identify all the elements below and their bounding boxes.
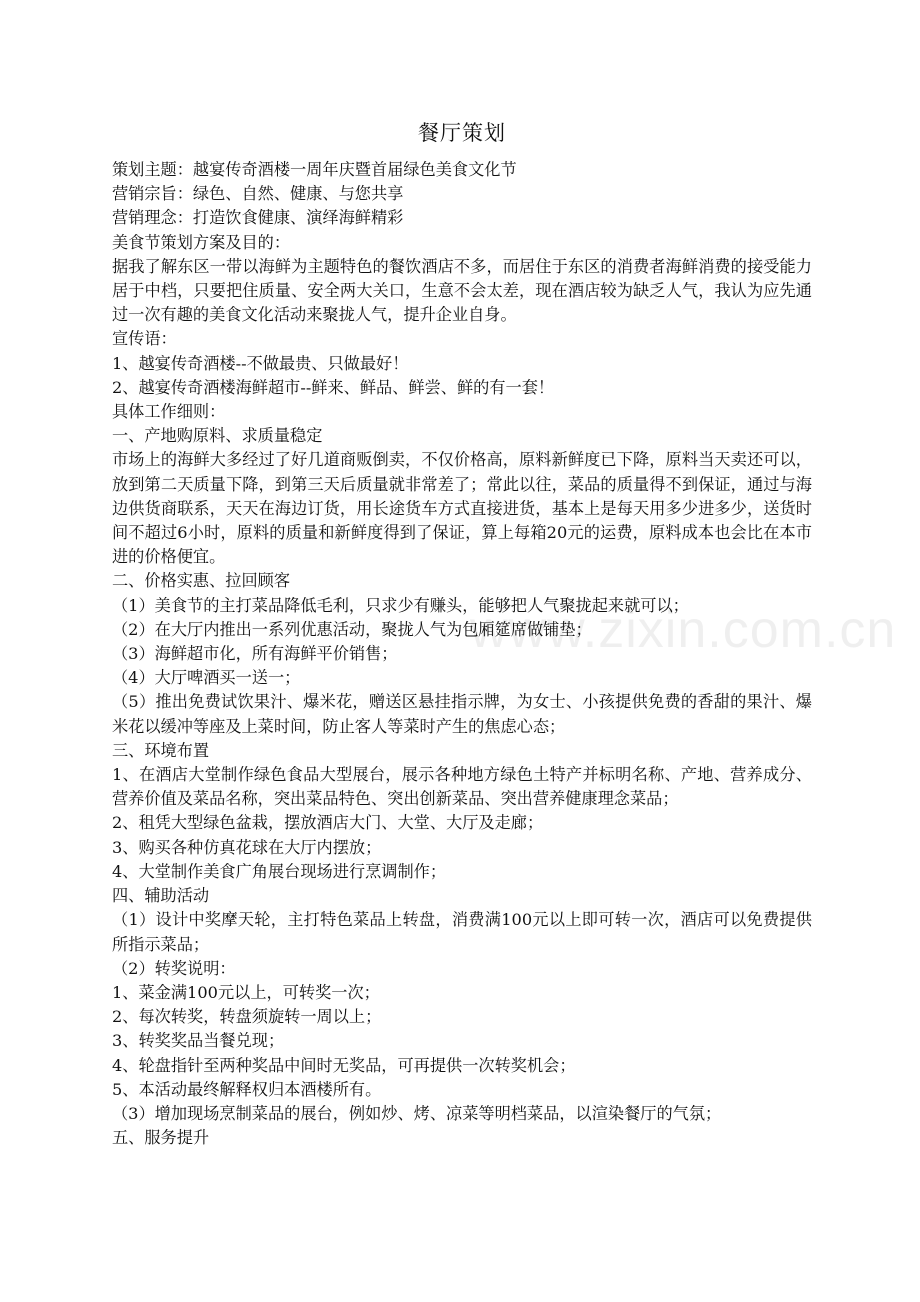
- section-heading-4: 四、辅助活动: [112, 886, 210, 906]
- document-body: [112, 118, 812, 1150]
- list-item: （5）推出免费试饮果汁、爆米花，赠送区悬挂指示牌，为女士、小孩提供免费的香甜的果汁、爆米花以缓冲等座及上菜时间，防止客人等菜时产生的焦虑心态；: [112, 692, 812, 736]
- section-heading-5: 五、服务提升: [112, 1128, 210, 1148]
- list-item: （3）增加现场烹制菜品的展台，例如炒、烤、凉菜等明档菜品，以渲染餐厅的气氛；: [112, 1103, 722, 1123]
- slogan-heading: 宣传语：: [112, 329, 177, 349]
- list-item: （3）海鲜超市化，所有海鲜平价销售；: [112, 644, 398, 664]
- plan-paragraph: 据我了解东区一带以海鲜为主题特色的餐饮酒店不多，而居住于东区的消费者海鲜消费的接受能力居于中档，只要把住质量、安全两大关口，生意不会太差，现在酒店较为缺乏人气，我认为应先通过一次有趣的美食文化活动来聚拢人气，提升企业自身。: [112, 256, 812, 325]
- slogan-item: 2、越宴传奇酒楼海鲜超市--鲜来、鲜品、鲜尝、鲜的有一套！: [112, 377, 555, 397]
- list-item: （1）设计中奖摩天轮，主打特色菜品上转盘，消费满100元以上即可转一次，酒店可以免费提供所指示菜品；: [112, 910, 812, 954]
- list-item: （4）大厅啤酒买一送一；: [112, 668, 301, 688]
- concept-line: 营销理念：打造饮食健康、演绎海鲜精彩: [112, 208, 404, 228]
- watermark-text: www.zixin.com.cn: [470, 601, 897, 659]
- list-item: 3、购买各种仿真花球在大厅内摆放；: [112, 837, 382, 857]
- list-item: 1、菜金满100元以上，可转奖一次；: [112, 982, 380, 1002]
- list-item: 3、转奖奖品当餐兑现；: [112, 1031, 285, 1051]
- list-item: 4、大堂制作美食广角展台现场进行烹调制作；: [112, 861, 447, 881]
- list-item: 5、本活动最终解释权归本酒楼所有。: [112, 1079, 382, 1099]
- list-item: 1、在酒店大堂制作绿色食品大型展台，展示各种地方绿色土特产并标明名称、产地、营养成分、营养价值及菜品名称，突出菜品特色、突出创新菜品、突出营养健康理念菜品；: [112, 765, 812, 809]
- theme-line: 策划主题：越宴传奇酒楼一周年庆暨首届绿色美食文化节: [112, 160, 517, 179]
- section-heading-1: 一、产地购原料、求质量稳定: [112, 426, 323, 446]
- list-item: （1）美食节的主打菜品降低毛利，只求少有赚头，能够把人气聚拢起来就可以；: [112, 595, 689, 615]
- list-item: 2、租凭大型绿色盆栽，摆放酒店大门、大堂、大厅及走廊；: [112, 813, 544, 833]
- list-item: 4、轮盘指针至两种奖品中间时无奖品，可再提供一次转奖机会；: [112, 1055, 576, 1075]
- section-heading-3: 三、环境布置: [112, 740, 210, 760]
- details-heading: 具体工作细则：: [112, 402, 226, 422]
- section-1-paragraph: 市场上的海鲜大多经过了好几道商贩倒卖，不仅价格高，原料新鲜度已下降，原料当天卖还可以，放到第二天质量下降，到第三天后质量就非常差了；常此以往，菜品的质量得不到保证，通过与海边供货商联系，天天在海边订货，用长途货车方式直接进货，基本上是每天用多少进多少，送货时间不超过6小时，原料的质量和新鲜度得到了保证，算上每箱20元的运费，原料成本也会比在本市进的价格便宜。: [112, 450, 812, 567]
- purpose-line: 营销宗旨：绿色、自然、健康、与您共享: [112, 184, 404, 204]
- slogan-item: 1、越宴传奇酒楼--不做最贵、只做最好！: [112, 353, 409, 373]
- list-item: 2、每次转奖，转盘须旋转一周以上；: [112, 1007, 382, 1027]
- list-item: （2）在大厅内推出一系列优惠活动，聚拢人气为包厢筵席做铺垫；: [112, 619, 592, 639]
- plan-heading: 美食节策划方案及目的：: [112, 232, 291, 252]
- page-title: 餐厅策划: [418, 121, 506, 145]
- section-heading-2: 二、价格实惠、拉回顾客: [112, 571, 291, 591]
- list-item: （2）转奖说明：: [112, 958, 236, 978]
